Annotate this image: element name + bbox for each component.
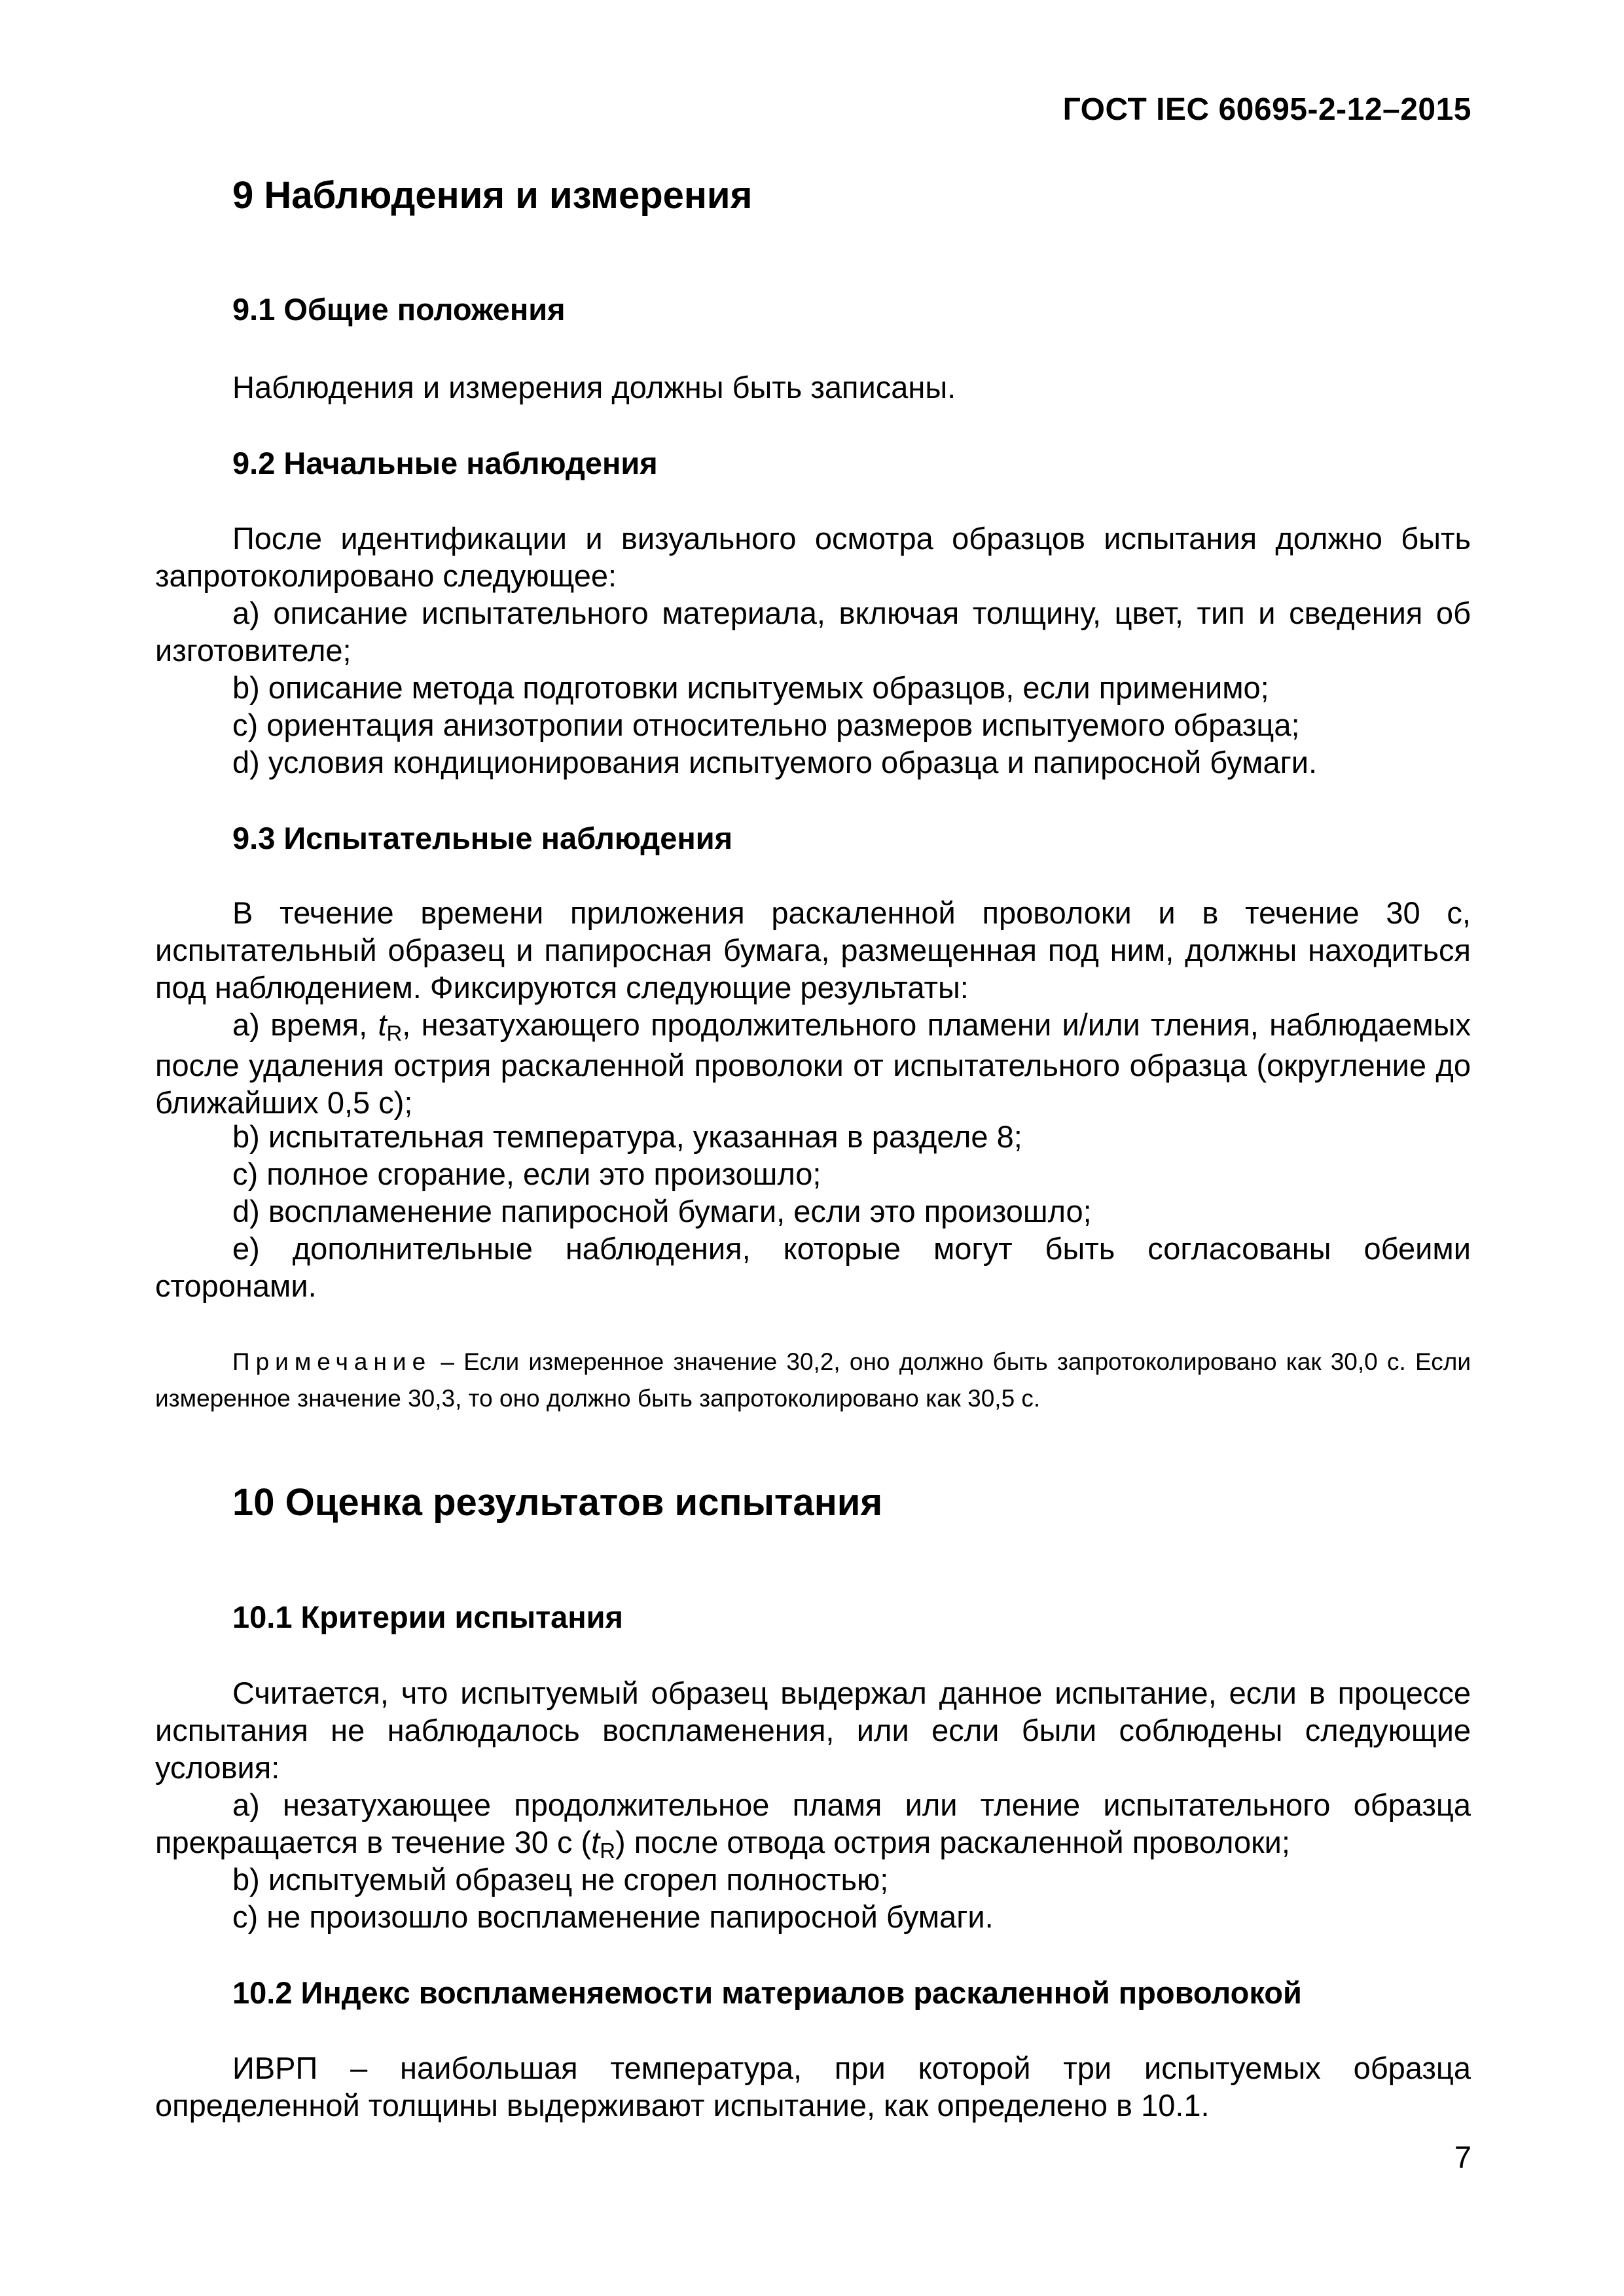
item-a-text-after: ) после отвода острия раскаленной проволоки; <box>615 1825 1290 1859</box>
section-9-3-item-e: e) дополнительные наблюдения, которые могут быть согласованы обеими сторонами. <box>155 1231 1471 1303</box>
section-10-2-text: ИВРП – наибольшая температура, при которой три испытуемых образца определенной толщины выдерживают испытание, как определено в 10.1. <box>155 2051 1471 2123</box>
item-a-text-before: a) незатухающее продолжительное пламя или тление испытательного образца прекращается в течение 30 с ( <box>155 1787 1471 1859</box>
note-label: Примечание <box>232 1348 432 1375</box>
section-9-3-item-a <box>155 1006 1471 1121</box>
section-10-title: 10 Оценка результатов испытания <box>232 1481 883 1524</box>
section-9-2-intro: После идентификации и визуального осмотра образцов испытания должно быть запротоколировано следующее: <box>155 521 1471 593</box>
section-9-2-item-d: d) условия кондиционирования испытуемого образца и папиросной бумаги. <box>232 745 1318 780</box>
section-9-3-item-b: b) испытательная температура, указанная в разделе 8; <box>232 1119 1022 1154</box>
section-9-title: 9 Наблюдения и измерения <box>232 174 753 217</box>
document-id-header: ГОСТ IEC 60695-2-12–2015 <box>1062 92 1471 127</box>
section-9-2-item-a: a) описание испытательного материала, включая толщину, цвет, тип и сведения об изготовителе; <box>155 596 1471 668</box>
section-9-2-item-c: c) ориентация анизотропии относительно размеров испытуемого образца; <box>232 708 1300 742</box>
item-a-text-after: , незатухающего продолжительного пламени и/или тления, наблюдаемых после удаления острия раскаленной проволоки от испытательного образца (округление до ближайших 0,5 с); <box>155 1007 1471 1120</box>
section-9-1-title: 9.1 Общие положения <box>232 292 566 327</box>
section-9-3-item-c: c) полное сгорание, если это произошло; <box>232 1157 821 1191</box>
section-10-1-item-a <box>155 1786 1471 1864</box>
note-text: – Если измеренное значение 30,2, оно должно быть запротоколировано как 30,0 с. Если измеренное значение 30,3, то оно должно быть запротоколировано как 30,5 с. <box>155 1348 1471 1412</box>
section-9-2-item-b: b) описание метода подготовки испытуемых образцов, если применимо; <box>232 670 1269 705</box>
t-r-subscript: R <box>600 1839 615 1863</box>
section-10-2-title: 10.2 Индекс воспламеняемости материалов раскаленной проволокой <box>232 1975 1302 2010</box>
section-9-3-title: 9.3 Испытательные наблюдения <box>232 821 733 855</box>
section-10-1-item-c: c) не произошло воспламенение папиросной бумаги. <box>232 1899 994 1934</box>
t-r-variable: t <box>378 1007 387 1042</box>
t-r-subscript: R <box>386 1021 403 1046</box>
section-10-1-title: 10.1 Критерии испытания <box>232 1600 623 1634</box>
section-9-1-text: Наблюдения и измерения должны быть записаны. <box>232 370 956 404</box>
section-10-1-intro: Считается, что испытуемый образец выдержал данное испытание, если в процессе испытания не наблюдалось воспламенения, или если были соблюдены следующие условия: <box>155 1676 1471 1785</box>
item-a-text-before: a) время, <box>232 1007 378 1042</box>
section-9-3-note <box>155 1344 1471 1417</box>
section-9-3-item-d: d) воспламенение папиросной бумаги, если это произошло; <box>232 1194 1092 1229</box>
section-9-3-intro: В течение времени приложения раскаленной проволоки и в течение 30 с, испытательный образец и папиросная бумага, размещенная под ним, должны находиться под наблюдением. Фиксируются следующие результаты: <box>155 895 1471 1005</box>
section-9-2-title: 9.2 Начальные наблюдения <box>232 446 658 480</box>
t-r-variable: t <box>591 1825 600 1859</box>
section-10-1-item-b: b) испытуемый образец не сгорел полностью; <box>232 1862 889 1897</box>
page-number: 7 <box>1454 2140 1471 2174</box>
